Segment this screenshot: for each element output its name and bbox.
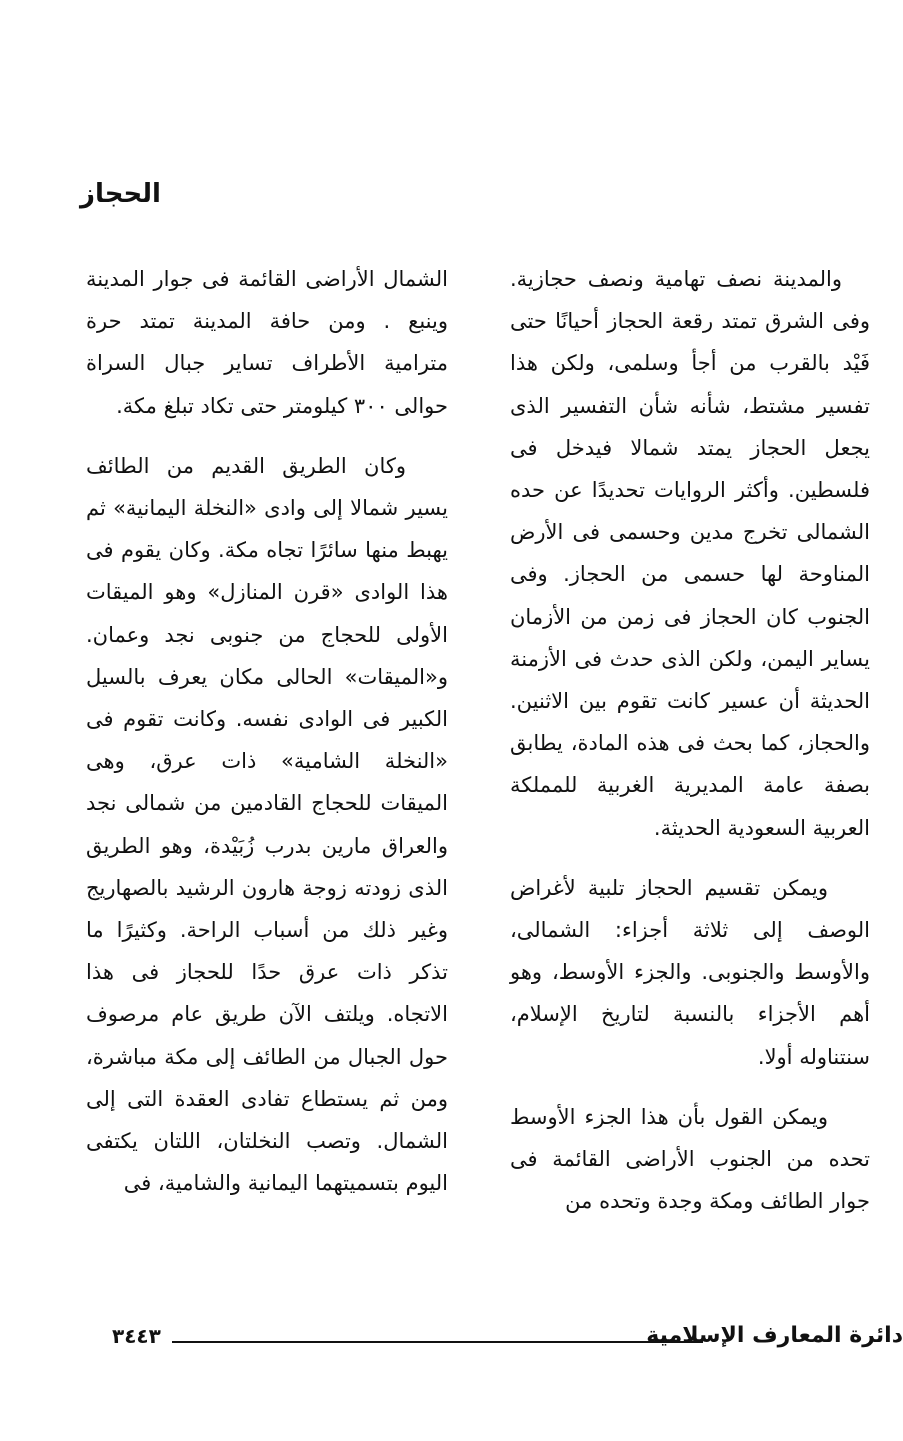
page-footer: [112, 1318, 903, 1358]
paragraph: ويمكن القول بأن هذا الجزء الأوسط تحده من الجنوب الأراضى القائمة فى جوار الطائف ومكة وجدة وتحده من: [510, 1104, 870, 1214]
page-number: ٣٤٤٣: [112, 1324, 161, 1348]
right-text-column: [510, 258, 870, 1240]
paragraph: وكان الطريق القديم من الطائف يسير شمالا إلى وادى «النخلة اليمانية» ثم يهبط منها سائرًا تجاه مكة. وكان يقوم فى هذا الوادى «قرن المنازل» وهو الميقات الأولى للحجاج من جنوبى نجد وعمان. و«الميقات» الحالى مكان يعرف بالسيل الكبير فى الوادى نفسه. وكانت تقوم فى «النخلة الشامية» ذات عرق، وهى الميقات للحجاج القادمين من شمالى نجد والعراق مارين بدرب زُبَيْدة، وهو الطريق الذى زودته زوجة هارون الرشيد بالصهاريج وغير ذلك من أسباب الراحة. وكثيرًا ما تذكر ذات عرق حدًا للحجاز فى هذا الاتجاه. ويلتف الآن طريق عام مرصوف حول الجبال من الطائف إلى مكة مباشرة، ومن ثم يستطاع تفادى العقدة التى إلى الشمال. وتصب النخلتان، اللتان يكتفى اليوم بتسميتهما اليمانية والشامية، فى: [86, 453, 448, 1196]
footer-divider: [172, 1341, 703, 1343]
paragraph: والمدينة نصف تهامية ونصف حجازية. وفى الشرق تمتد رقعة الحجاز أحيانًا حتى فَيْد بالقرب من أجأ وسلمى، ولكن هذا تفسير مشتط، شأنه شأن التفسير الذى يجعل الحجاز يمتد شمالا فيدخل فى فلسطين. وأكثر الروايات تحديدًا عن حده الشمالى تخرج مدين وحسمى فى الأرض المناوحة لها حسمى من الحجاز. وفى الجنوب كان الحجاز فى زمن من الأزمان يساير اليمن، ولكن الذى حدث فى الأزمنة الحديثة أن عسير كانت تقوم بين الاثنين. والحجاز، كما بحث فى هذه المادة، يطابق بصفة عامة المديرية الغربية للمملكة العربية السعودية الحديثة.: [510, 267, 870, 840]
footer-publication-title: دائرة المعارف الإسلامية: [646, 1323, 903, 1348]
running-header-title: الحجاز: [80, 179, 161, 209]
paragraph: ويمكن تقسيم الحجاز تلبية لأغراض الوصف إلى ثلاثة أجزاء: الشمالى، والأوسط والجنوبى. والجزء الأوسط، وهو أهم الأجزاء بالنسبة لتاريخ الإسلام، سنتناوله أولا.: [510, 875, 870, 1069]
left-text-column: [86, 258, 448, 1222]
paragraph: الشمال الأراضى القائمة فى جوار المدينة وينبع . ومن حافة المدينة تمتد حرة مترامية الأطراف تساير جبال السراة حوالى ٣٠٠ كيلومتر حتى تكاد تبلغ مكة.: [86, 267, 448, 418]
